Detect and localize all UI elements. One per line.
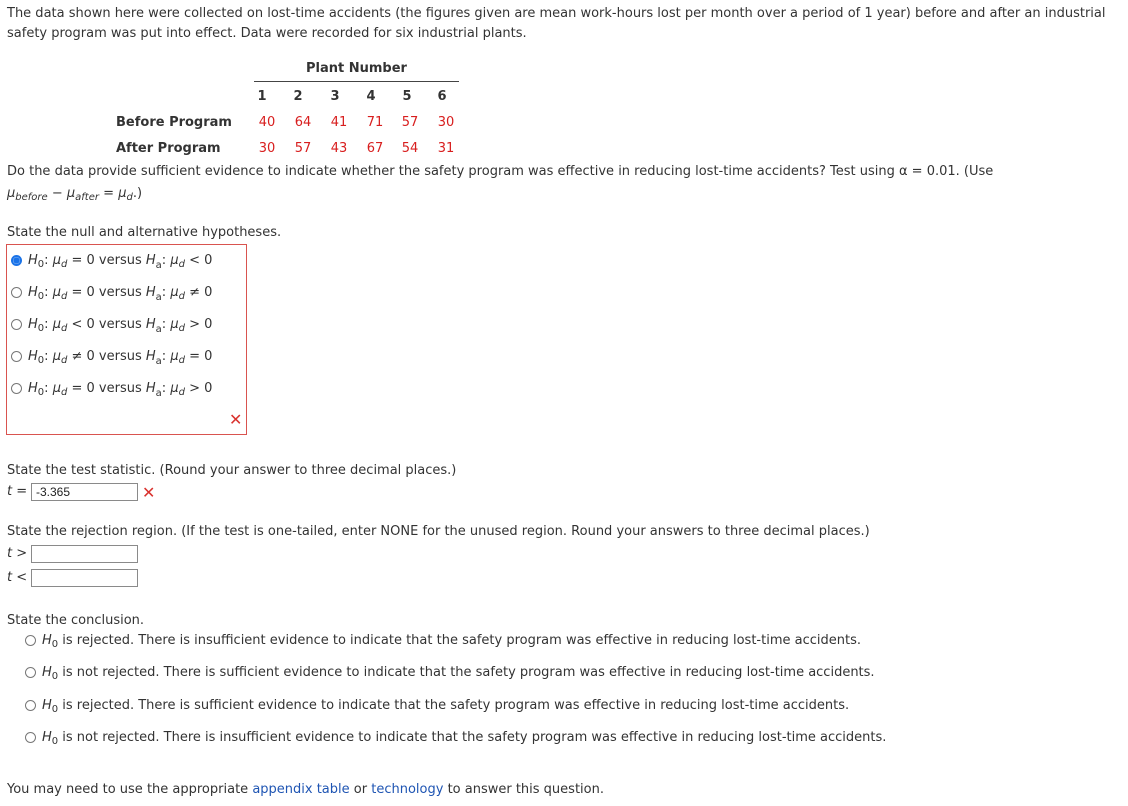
- radio-button[interactable]: [25, 732, 36, 743]
- hypothesis-option-4[interactable]: $H_0$: $\mu_d \ne 0$ versus $H_a$: $\mu_d = 0$: [11, 349, 212, 364]
- table-cell: 30: [437, 115, 455, 130]
- radio-button[interactable]: [11, 319, 22, 330]
- row-label-after: After Program: [116, 141, 221, 156]
- table-cell: 67: [366, 141, 384, 156]
- table-cell: 40: [258, 115, 276, 130]
- intro-line-1: The data shown here were collected on lost-time accidents (the figures given are mean work-hours lost per month over a period of 1 year) before and after an industrial: [7, 6, 1106, 21]
- column-header: 5: [402, 89, 412, 104]
- row-label-before: Before Program: [116, 115, 232, 130]
- hypotheses-answer-box: [6, 244, 247, 435]
- table-cell: 41: [330, 115, 348, 130]
- rejection-region-title: State the rejection region. (If the test is one-tailed, enter NONE for the unused region. Round your answers to three decimal places.): [7, 524, 870, 539]
- radio-selected[interactable]: [11, 255, 22, 266]
- t-greater-label: t >: [7, 546, 28, 561]
- test-statistic-title: State the test statistic. (Round your answer to three decimal places.): [7, 463, 457, 478]
- column-header: 4: [366, 89, 376, 104]
- radio-button[interactable]: [11, 351, 22, 362]
- t-equals-label: t =: [7, 484, 28, 499]
- table-cell: 57: [401, 115, 419, 130]
- conclusion-option-1[interactable]: $H_0$ is rejected. There is insufficient evidence to indicate that the safety program was effective in reducing lost-time accidents.: [25, 633, 861, 648]
- radio-button[interactable]: [11, 383, 22, 394]
- column-header: 3: [330, 89, 340, 104]
- conclusion-title: State the conclusion.: [7, 613, 145, 628]
- column-header: 2: [293, 89, 303, 104]
- appendix-table-link[interactable]: appendix table: [252, 782, 350, 797]
- table-header: Plant Number: [306, 61, 407, 76]
- rejection-lower-input[interactable]: [31, 569, 138, 587]
- hypothesis-option-5[interactable]: $H_0$: $\mu_d = 0$ versus $H_a$: $\mu_d > 0$: [11, 381, 212, 396]
- conclusion-option-4[interactable]: $H_0$ is not rejected. There is insufficient evidence to indicate that the safety program was effective in reducing lost-time accidents.: [25, 730, 886, 745]
- incorrect-x-icon: ✕: [229, 410, 243, 429]
- table-cell: 54: [401, 141, 419, 156]
- column-header: 6: [437, 89, 447, 104]
- test-statistic-input[interactable]: -3.365: [31, 483, 138, 501]
- rejection-upper-input[interactable]: [31, 545, 138, 563]
- technology-link[interactable]: technology: [371, 782, 444, 797]
- table-cell: 71: [366, 115, 384, 130]
- conclusion-option-2[interactable]: $H_0$ is not rejected. There is sufficient evidence to indicate that the safety program was effective in reducing lost-time accidents.: [25, 665, 875, 680]
- intro-line-2: safety program was put into effect. Data were recorded for six industrial plants.: [7, 26, 527, 41]
- table-cell: 57: [294, 141, 312, 156]
- incorrect-x-icon: ✕: [142, 483, 156, 502]
- table-header-rule: [254, 81, 459, 82]
- hypotheses-title: State the null and alternative hypotheses.: [7, 225, 282, 240]
- table-cell: 64: [294, 115, 312, 130]
- problem-intro: [7, 4, 1122, 44]
- radio-button[interactable]: [25, 635, 36, 646]
- hypothesis-option-3[interactable]: $H_0$: $\mu_d < 0$ versus $H_a$: $\mu_d > 0$: [11, 317, 212, 332]
- hypothesis-option-2[interactable]: $H_0$: $\mu_d = 0$ versus $H_a$: $\mu_d \ne 0$: [11, 285, 212, 300]
- footer-note: You may need to use the appropriate appendix table or technology to answer this question.: [7, 782, 604, 797]
- table-cell: 30: [258, 141, 276, 156]
- question-notation: $\mu_{before} - \mu_{after} = \mu_d$.): [7, 186, 143, 203]
- hypothesis-option-1[interactable]: $H_0$: $\mu_d = 0$ versus $H_a$: $\mu_d < 0$: [11, 253, 212, 268]
- column-header: 1: [257, 89, 267, 104]
- conclusion-option-3[interactable]: $H_0$ is rejected. There is sufficient evidence to indicate that the safety program was effective in reducing lost-time accidents.: [25, 698, 849, 713]
- radio-button[interactable]: [25, 667, 36, 678]
- t-less-label: t <: [7, 570, 28, 585]
- radio-button[interactable]: [25, 700, 36, 711]
- radio-button[interactable]: [11, 287, 22, 298]
- table-cell: 31: [437, 141, 455, 156]
- question-text: Do the data provide sufficient evidence to indicate whether the safety program was effective in reducing lost-time accidents? Test using α = 0.01. (Use: [7, 164, 994, 179]
- table-cell: 43: [330, 141, 348, 156]
